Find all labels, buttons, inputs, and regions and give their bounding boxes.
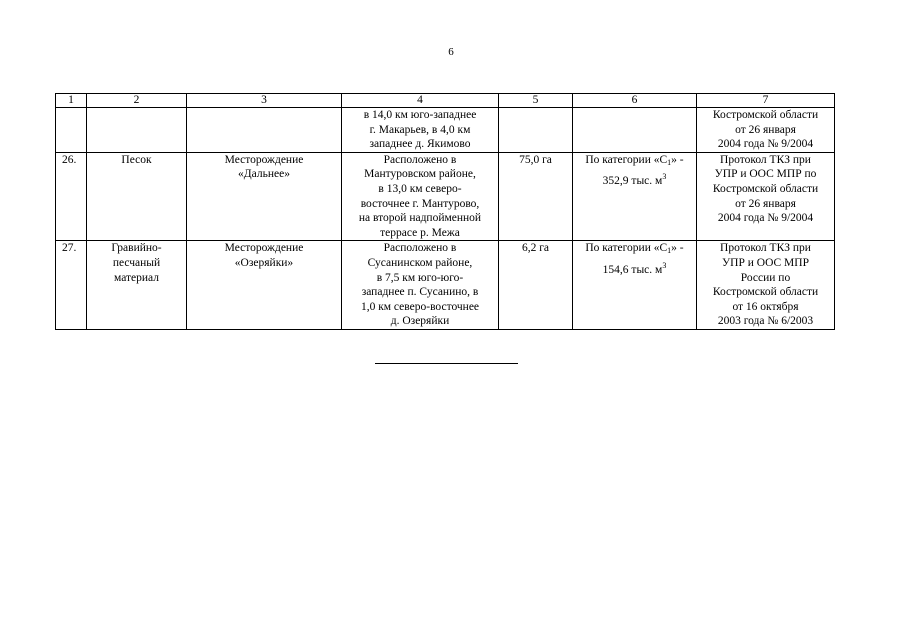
reserves-cell xyxy=(573,241,697,330)
protocol-cell xyxy=(697,152,835,241)
area-cell: 75,0 га xyxy=(499,152,573,241)
reserves-cell xyxy=(573,108,697,153)
column-number-cell: 7 xyxy=(697,94,835,108)
location-line: в 14,0 км юго-западнее xyxy=(363,109,477,121)
protocol-line: 2004 года № 9/2004 xyxy=(717,212,814,225)
protocol-line: от 26 января xyxy=(735,123,796,136)
protocol-line: УПР и ООС МПР xyxy=(722,256,809,269)
location-line: Расположено в xyxy=(383,153,457,166)
location-line: г. Макарьев, в 4,0 км xyxy=(369,123,471,136)
column-number-cell: 5 xyxy=(499,94,573,108)
protocol-line: Костромской области xyxy=(712,286,819,299)
deposits-table xyxy=(55,93,835,330)
location-line: западнее п. Сусанино, в xyxy=(361,286,479,299)
row-number-cell: 27. xyxy=(56,241,87,330)
location-cell xyxy=(342,108,499,153)
location-cell xyxy=(342,152,499,241)
protocol-line: Костромской области xyxy=(712,109,819,121)
protocol-line: 2004 года № 9/2004 xyxy=(717,138,814,151)
protocol-line: России по xyxy=(740,271,791,284)
column-number-cell: 1 xyxy=(56,94,87,108)
location-line: Расположено в xyxy=(383,242,457,255)
deposit-line: Месторождение xyxy=(224,242,304,255)
column-number-cell: 2 xyxy=(87,94,187,108)
material-line: Гравийно- xyxy=(111,242,162,255)
location-line: д. Озеряйки xyxy=(390,315,450,328)
deposit-cell xyxy=(187,241,342,330)
area-cell: 6,2 га xyxy=(499,241,573,330)
material-line: материал xyxy=(114,271,159,284)
column-number-cell: 6 xyxy=(573,94,697,108)
protocol-line: Протокол ТКЗ при xyxy=(720,153,811,166)
area-cell xyxy=(499,108,573,153)
protocol-cell xyxy=(697,241,835,330)
row-number-cell: 26. xyxy=(56,152,87,241)
material-line: песчаный xyxy=(112,256,161,269)
reserves-category-line: По категории «$С_1$» - xyxy=(585,153,684,167)
protocol-line: от 16 октября xyxy=(732,300,799,313)
column-numbers-row xyxy=(56,94,835,108)
reserves-cell xyxy=(573,152,697,241)
material-line: Песок xyxy=(121,153,152,166)
reserves-category-line: По категории «$С_1$» - xyxy=(585,242,684,256)
location-line: в 7,5 км юго-юго- xyxy=(376,271,464,284)
deposit-cell xyxy=(187,108,342,153)
row-number-cell xyxy=(56,108,87,153)
end-divider-line xyxy=(375,363,518,364)
location-line: террасе р. Межа xyxy=(380,226,460,239)
column-number-cell: 4 xyxy=(342,94,499,108)
protocol-line: УПР и ООС МПР по xyxy=(714,168,817,181)
table-row xyxy=(56,241,835,330)
material-cell xyxy=(87,108,187,153)
reserves-volume-line: 154,6 тыс. $м^3$ xyxy=(602,260,667,276)
deposit-line: Месторождение xyxy=(224,153,304,166)
deposit-cell xyxy=(187,152,342,241)
reserves-volume-line: 352,9 тыс. $м^3$ xyxy=(602,172,667,188)
table-row xyxy=(56,108,835,153)
location-cell xyxy=(342,241,499,330)
location-line: 1,0 км северо-восточнее xyxy=(360,300,480,313)
page-number: 6 xyxy=(448,46,454,58)
location-line: Сусанинском районе, xyxy=(367,256,473,269)
location-line: Мантуровском районе, xyxy=(364,168,476,181)
location-line: восточнее г. Мантурово, xyxy=(360,197,480,210)
deposit-line: «Дальнее» xyxy=(238,168,290,181)
table-row xyxy=(56,152,835,241)
column-number-cell: 3 xyxy=(187,94,342,108)
material-cell xyxy=(87,241,187,330)
protocol-line: от 26 января xyxy=(735,197,796,210)
deposit-line: «Озеряйки» xyxy=(234,256,294,269)
protocol-cell xyxy=(697,108,835,153)
protocol-line: Протокол ТКЗ при xyxy=(720,242,811,255)
location-line: в 13,0 км северо- xyxy=(378,182,462,195)
protocol-line: Костромской области xyxy=(712,182,819,195)
material-cell xyxy=(87,152,187,241)
location-line: на второй надпойменной xyxy=(358,212,482,225)
protocol-line: 2003 года № 6/2003 xyxy=(717,315,814,328)
location-line: западнее д. Якимово xyxy=(369,138,471,151)
